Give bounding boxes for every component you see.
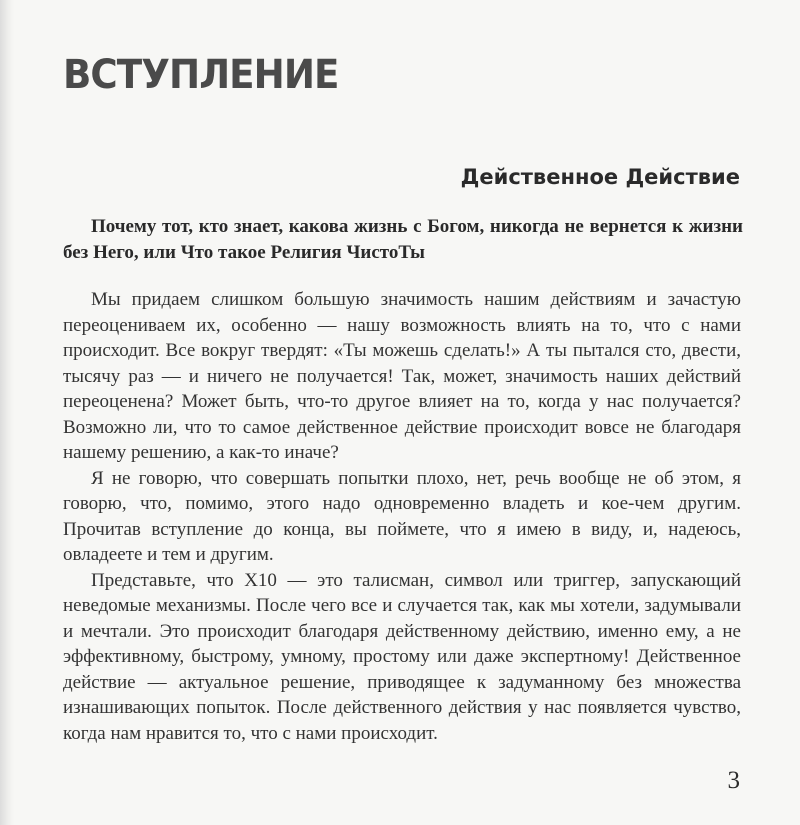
- section-title: Действенное Действие: [460, 165, 740, 189]
- page-binding-edge: [0, 0, 14, 825]
- page-number: 3: [727, 767, 740, 794]
- paragraph-1: Мы придаем слишком большую значимость нашим действиям и зачастую переоцениваем их, особенно — нашу возможность влиять на то, что с нами происходит. Все вокруг твердят: «Ты можешь сделать!» А ты пытался сто, двести, тысячу раз — и ничего не получается! Так, может, значимость наших действий переоценена? Может быть, что-то другое влияет на то, когда у нас получается? Возможно ли, что то самое действенное действие происходит вовсе не благодаря нашему решению, а как-то иначе?: [63, 289, 741, 463]
- body-text: [63, 287, 741, 746]
- paragraph-3: Представьте, что X10 — это талисман, символ или триггер, запускающий неведомые механизмы. После чего все и случается так, как мы хотели, задумывали и мечтали. Это происходит благодаря действенному действию, именно ему, а не эффективному, быстрому, умному, простому или даже экспертному! Действенное действие — актуальное решение, приводящее к задуманному без множества изнашивающих попыток. После действенного действия у нас появляется чувство, когда нам нравится то, что с нами происходит.: [63, 569, 741, 744]
- paragraph-2: Я не говорю, что совершать попытки плохо, нет, речь вообще не об этом, я говорю, что, помимо, этого надо одновременно владеть и кое-чем другим. Прочитав вступление до конца, вы поймете, что я имею в виду, и, надеюсь, овладеете и тем и другим.: [63, 467, 741, 565]
- chapter-title: ВСТУПЛЕНИЕ: [63, 52, 339, 98]
- section-subtitle: Почему тот, кто знает, какова жизнь с Богом, никогда не вернется к жизни без Него, или Что такое Религия ЧистоТы: [63, 216, 743, 263]
